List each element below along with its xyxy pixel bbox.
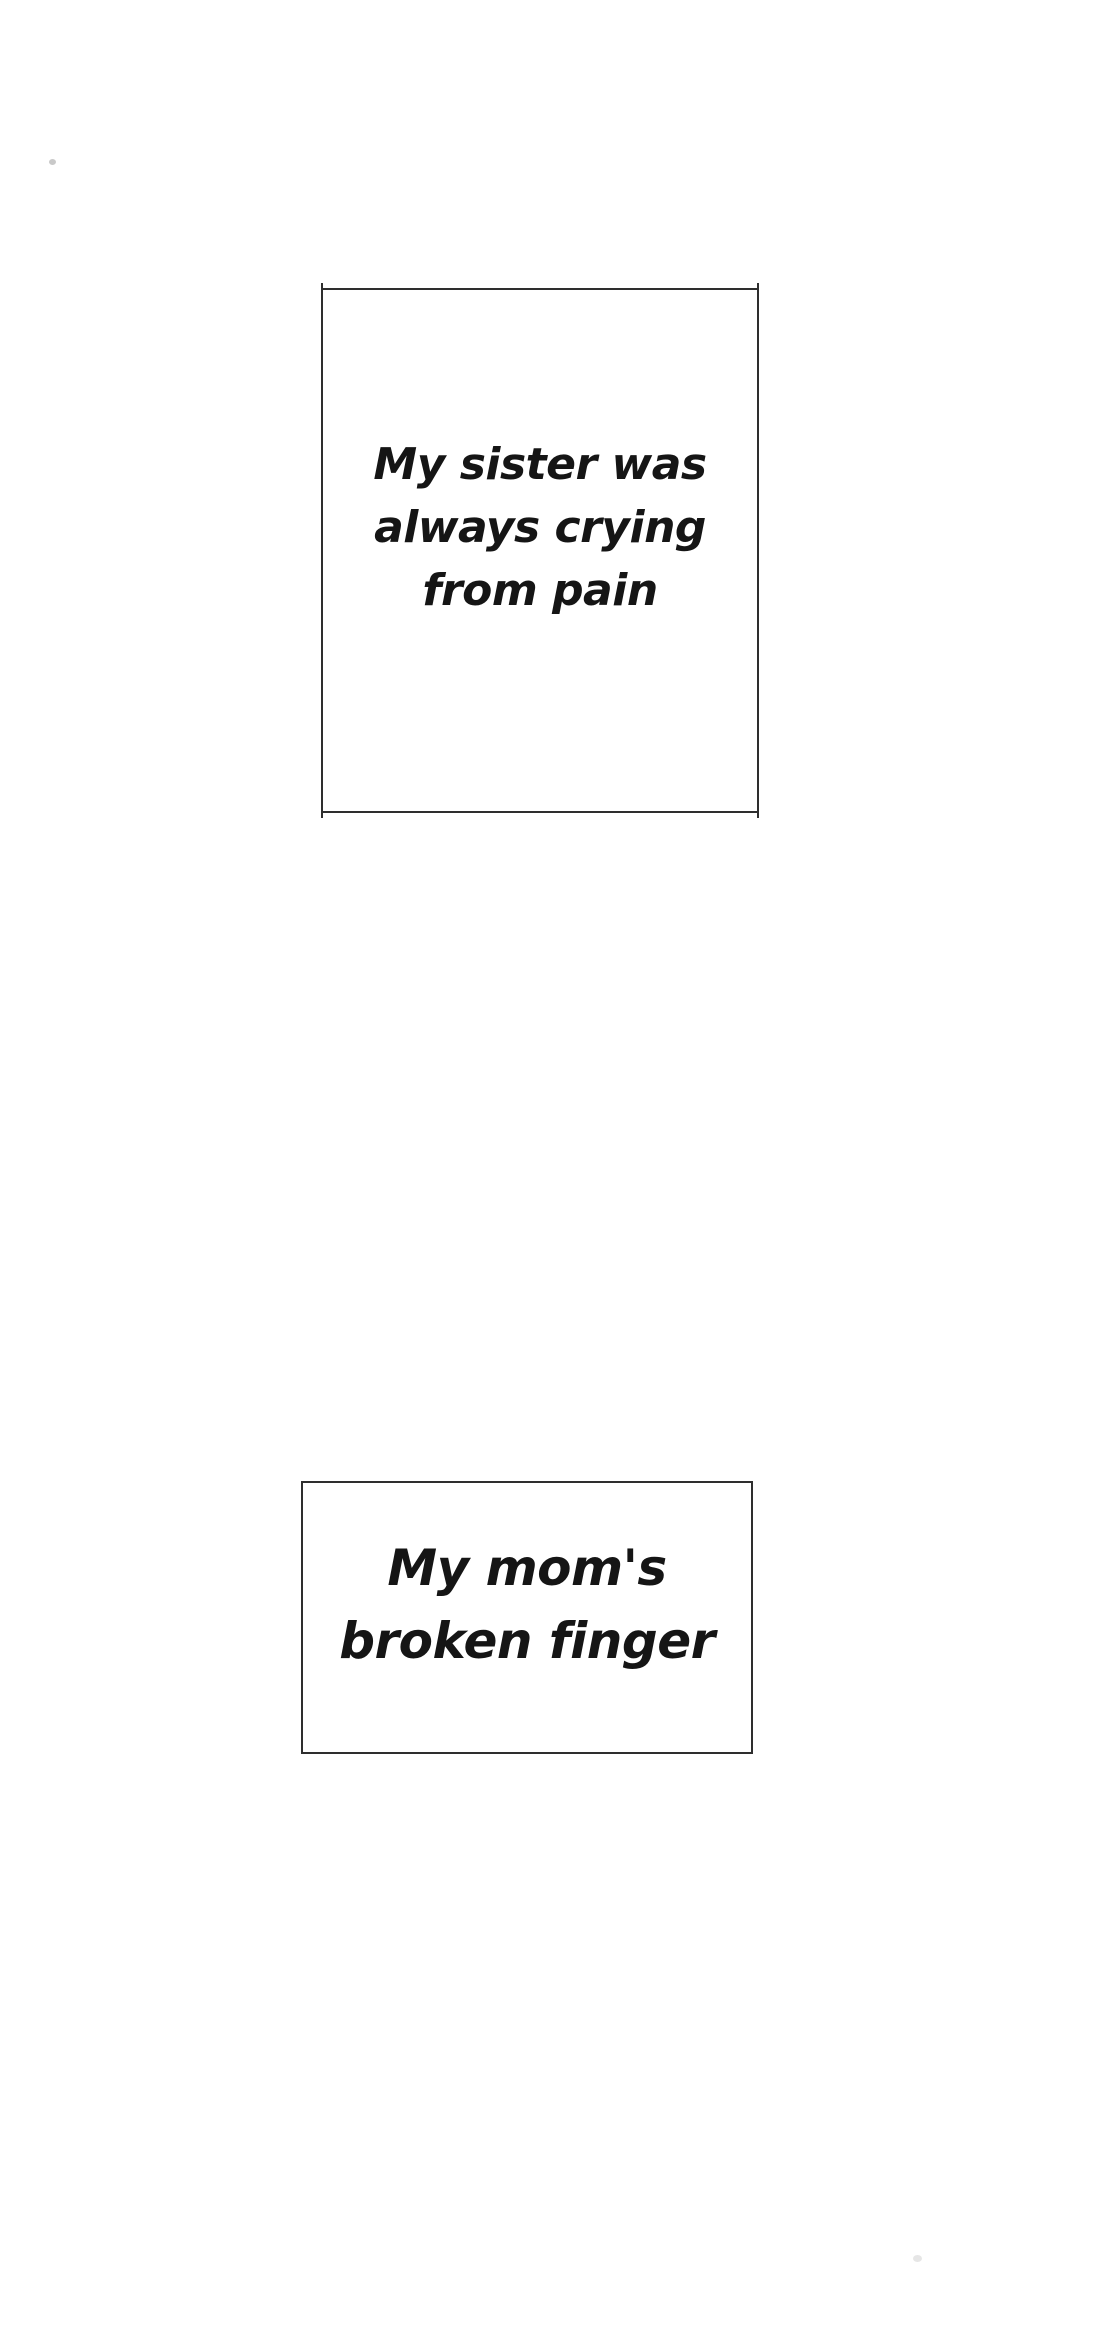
narration-panel-1: [321, 288, 759, 813]
narration-panel-2: [301, 1481, 753, 1754]
narration-line: from pain: [422, 565, 658, 616]
scan-artifact-dot: [49, 159, 56, 165]
narration-line: My sister was: [373, 439, 707, 490]
narration-line: broken finger: [339, 1611, 715, 1670]
narration-line: My mom's: [387, 1538, 667, 1597]
narration-line: always crying: [374, 502, 706, 553]
scan-artifact-dot: [913, 2255, 922, 2262]
